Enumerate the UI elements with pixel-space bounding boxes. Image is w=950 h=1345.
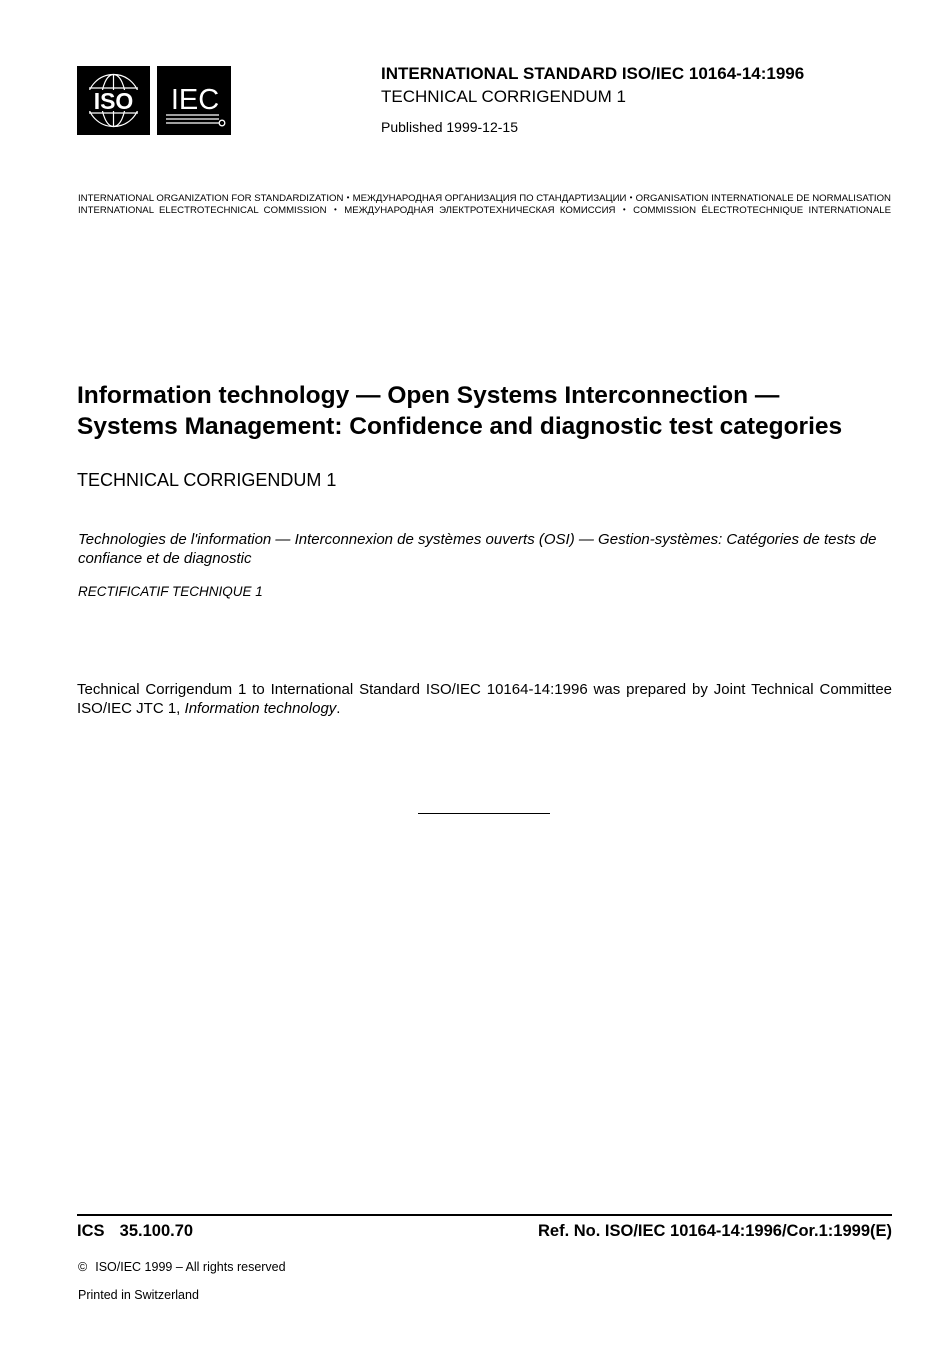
paragraph-text: Technical Corrigendum 1 to International Standard ISO/IEC 10164-14:1996 was prepared by Joint Technical Committee ISO/IEC JTC 1, — [77, 681, 892, 717]
copyright — [78, 1260, 286, 1274]
corrigendum-title: TECHNICAL CORRIGENDUM 1 — [381, 87, 626, 106]
published-date: Published 1999-12-15 — [381, 119, 518, 135]
bullet-separator: • — [346, 193, 350, 202]
document-title-line-2: Systems Management: Confidence and diagnostic test categories — [77, 413, 843, 440]
org-iec-fr: COMMISSION ÉLECTROTECHNIQUE INTERNATIONALE — [633, 205, 891, 216]
iec-logo-text: IEC — [170, 84, 220, 116]
iso-logo-text: ISO — [93, 88, 134, 114]
document-title-line-1: Information technology — Open Systems Interconnection — — [77, 382, 780, 409]
ics-code: ICS 35.100.70 — [77, 1222, 194, 1240]
bullet-separator: • — [622, 205, 626, 214]
paragraph-committee-name: Information technology — [184, 700, 337, 717]
iso-logo — [77, 66, 150, 135]
organisations-line-1 — [78, 193, 891, 204]
copyright-text: ISO/IEC 1999 – All rights reserved — [95, 1260, 286, 1274]
footer-rule — [77, 1214, 892, 1216]
org-iso-fr: ORGANISATION INTERNATIONALE DE NORMALISATION — [635, 193, 891, 204]
iec-logo — [157, 66, 231, 135]
foreword-paragraph — [77, 680, 892, 718]
french-subtitle: RECTIFICATIF TECHNIQUE 1 — [78, 584, 263, 599]
org-iec-ru: МЕЖДУНАРОДНАЯ ЭЛЕКТРОТЕХНИЧЕСКАЯ КОМИССИЯ — [344, 205, 616, 216]
org-iso-en: INTERNATIONAL ORGANIZATION FOR STANDARDIZATION — [78, 193, 344, 204]
org-iso-ru: МЕЖДУНАРОДНАЯ ОРГАНИЗАЦИЯ ПО СТАНДАРТИЗАЦИИ — [352, 193, 627, 204]
section-separator — [418, 813, 550, 814]
bullet-separator: • — [334, 205, 337, 214]
bullet-separator: • — [629, 193, 633, 202]
standard-title: INTERNATIONAL STANDARD ISO/IEC 10164-14:1996 — [381, 64, 805, 83]
french-title: Technologies de l'information — Interconnexion de systèmes ouverts (OSI) — Gestion-systèmes: Catégories de tests de confiance et de diagnostic — [78, 531, 877, 567]
copyright-symbol: © — [78, 1260, 88, 1274]
org-iec-en: INTERNATIONAL ELECTROTECHNICAL COMMISSION — [78, 205, 327, 216]
reference-number: Ref. No. ISO/IEC 10164-14:1996/Cor.1:1999(E) — [538, 1222, 892, 1240]
printed-location: Printed in Switzerland — [78, 1288, 199, 1302]
document-subtitle: TECHNICAL CORRIGENDUM 1 — [77, 470, 337, 490]
paragraph-end: . — [336, 700, 341, 717]
document-title — [77, 380, 897, 442]
organisations-line-2 — [78, 205, 891, 216]
